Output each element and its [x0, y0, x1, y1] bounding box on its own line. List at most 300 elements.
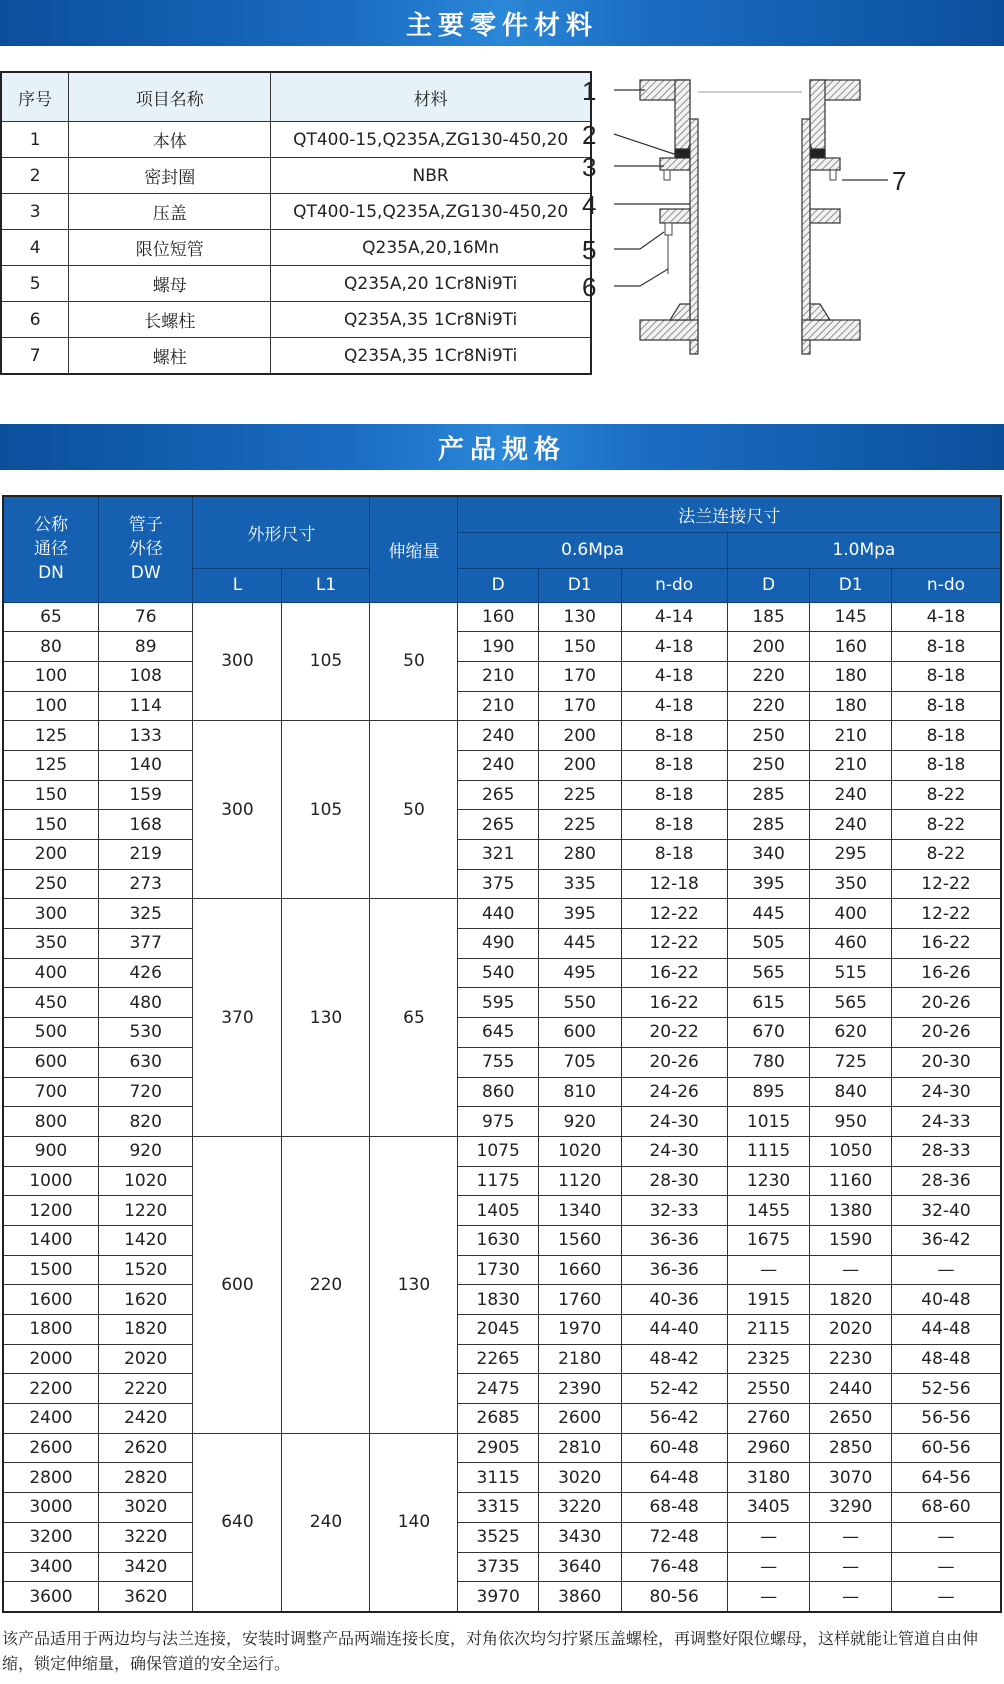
part-material: Q235A,20 1Cr8Ni9Ti — [271, 266, 591, 302]
parts-row — [1, 266, 591, 302]
cell-D1-10: 180 — [810, 691, 892, 721]
cell-D1-10: 1050 — [810, 1136, 892, 1166]
cell-ndo-10: 28-36 — [891, 1166, 1001, 1196]
cell-D1-06: 2810 — [538, 1433, 621, 1463]
cell-D1-06: 1970 — [538, 1315, 621, 1345]
spec-row — [3, 810, 1001, 840]
cell-dw: 2020 — [99, 1344, 193, 1374]
parts-header-no: 序号 — [1, 72, 69, 122]
cell-ndo-06: 76-48 — [621, 1552, 727, 1582]
cell-dw: 1220 — [99, 1196, 193, 1226]
spec-row — [3, 1077, 1001, 1107]
part-no: 3 — [1, 194, 69, 230]
spec-row — [3, 1552, 1001, 1582]
cell-D-10: 250 — [727, 721, 810, 751]
cell-L1: 105 — [282, 602, 370, 721]
cell-D1-06: 200 — [538, 750, 621, 780]
cell-D-10: 2550 — [727, 1374, 810, 1404]
cell-L1: 220 — [282, 1136, 370, 1433]
cell-D1-10: 950 — [810, 1107, 892, 1137]
cell-dw: 133 — [99, 721, 193, 751]
spec-row — [3, 1166, 1001, 1196]
spec-row — [3, 1255, 1001, 1285]
cell-ndo-10: 12-22 — [891, 869, 1001, 899]
cell-dn: 1800 — [3, 1315, 99, 1345]
cell-ndo-10: 20-30 — [891, 1047, 1001, 1077]
diagram-body — [640, 80, 860, 354]
cell-D1-06: 1760 — [538, 1285, 621, 1315]
cell-dn: 350 — [3, 929, 99, 959]
cell-dw: 2220 — [99, 1374, 193, 1404]
cell-D1-06: 1020 — [538, 1136, 621, 1166]
header-pressure-06: 0.6Mpa — [458, 532, 727, 568]
cell-D-10: 1915 — [727, 1285, 810, 1315]
cell-D-10: 2760 — [727, 1404, 810, 1434]
cell-dn: 600 — [3, 1047, 99, 1077]
spec-row — [3, 988, 1001, 1018]
cell-D1-06: 3430 — [538, 1522, 621, 1552]
cell-D-10: — — [727, 1582, 810, 1612]
header-D-06: D — [458, 568, 538, 602]
cell-ndo-06: 80-56 — [621, 1582, 727, 1612]
cell-D-10: 2960 — [727, 1433, 810, 1463]
cell-ndo-10: 56-56 — [891, 1404, 1001, 1434]
header-D1-06: D1 — [538, 568, 621, 602]
cell-D1-10: 400 — [810, 899, 892, 929]
cell-ndo-10: 52-56 — [891, 1374, 1001, 1404]
cell-dn: 1400 — [3, 1225, 99, 1255]
cell-dn: 250 — [3, 869, 99, 899]
cell-dn: 3400 — [3, 1552, 99, 1582]
cell-ndo-10: 60-56 — [891, 1433, 1001, 1463]
spec-row — [3, 1018, 1001, 1048]
cell-ndo-10: 28-33 — [891, 1136, 1001, 1166]
cell-D1-10: 295 — [810, 840, 892, 870]
cell-D1-06: 170 — [538, 661, 621, 691]
cell-ndo-06: 12-22 — [621, 929, 727, 959]
cell-dw: 1820 — [99, 1315, 193, 1345]
cell-dw: 168 — [99, 810, 193, 840]
cell-dn: 100 — [3, 661, 99, 691]
cell-D1-10: 1820 — [810, 1285, 892, 1315]
cell-ndo-10: 8-18 — [891, 691, 1001, 721]
cell-D-10: 1455 — [727, 1196, 810, 1226]
cell-ndo-06: 52-42 — [621, 1374, 727, 1404]
cell-ndo-06: 32-33 — [621, 1196, 727, 1226]
cell-D1-06: 395 — [538, 899, 621, 929]
cell-D-06: 3970 — [458, 1582, 538, 1612]
cell-D-06: 265 — [458, 810, 538, 840]
cell-ndo-10: 36-42 — [891, 1225, 1001, 1255]
parts-row — [1, 194, 591, 230]
cell-stroke: 65 — [370, 899, 458, 1137]
cell-D-06: 160 — [458, 602, 538, 632]
cell-D1-06: 3860 — [538, 1582, 621, 1612]
cell-D-10: 1015 — [727, 1107, 810, 1137]
cell-ndo-06: 24-30 — [621, 1136, 727, 1166]
cell-D1-06: 445 — [538, 929, 621, 959]
cell-D-10: 340 — [727, 840, 810, 870]
cell-D-10: 2325 — [727, 1344, 810, 1374]
cell-dn: 300 — [3, 899, 99, 929]
part-name: 本体 — [69, 122, 271, 158]
cell-dw: 2420 — [99, 1404, 193, 1434]
cell-D1-10: 460 — [810, 929, 892, 959]
cell-dw: 3220 — [99, 1522, 193, 1552]
cell-D-10: 3405 — [727, 1493, 810, 1523]
cell-dw: 219 — [99, 840, 193, 870]
part-name: 限位短管 — [69, 230, 271, 266]
cell-ndo-06: 8-18 — [621, 840, 727, 870]
spec-row — [3, 1493, 1001, 1523]
cell-stroke: 50 — [370, 602, 458, 721]
cell-ndo-10: — — [891, 1582, 1001, 1612]
header-ndo-10: n-do — [891, 568, 1001, 602]
cell-D1-10: 3290 — [810, 1493, 892, 1523]
diagram-label-5: 5 — [582, 235, 597, 265]
cell-ndo-10: 16-26 — [891, 958, 1001, 988]
header-outer-size: 外形尺寸 — [193, 496, 370, 568]
cell-D1-10: 2230 — [810, 1344, 892, 1374]
cell-D-06: 3315 — [458, 1493, 538, 1523]
section-title-materials: 主要零件材料 — [0, 0, 1004, 46]
cell-D-10: 1230 — [727, 1166, 810, 1196]
part-no: 7 — [1, 338, 69, 375]
spec-row — [3, 1315, 1001, 1345]
cell-D-06: 440 — [458, 899, 538, 929]
part-no: 2 — [1, 158, 69, 194]
cell-D-10: — — [727, 1522, 810, 1552]
cell-D1-10: 565 — [810, 988, 892, 1018]
cell-ndo-10: 8-18 — [891, 721, 1001, 751]
spec-row — [3, 1047, 1001, 1077]
cell-D1-06: 130 — [538, 602, 621, 632]
cell-dn: 1000 — [3, 1166, 99, 1196]
cell-dw: 2620 — [99, 1433, 193, 1463]
cell-ndo-06: 8-18 — [621, 810, 727, 840]
spec-row — [3, 840, 1001, 870]
cell-D1-06: 225 — [538, 780, 621, 810]
cell-dw: 820 — [99, 1107, 193, 1137]
cell-ndo-10: 8-22 — [891, 810, 1001, 840]
parts-row — [1, 302, 591, 338]
cell-D-06: 3115 — [458, 1463, 538, 1493]
cell-ndo-10: 20-26 — [891, 988, 1001, 1018]
cell-dw: 89 — [99, 632, 193, 662]
cell-D-10: 670 — [727, 1018, 810, 1048]
cell-ndo-06: 8-18 — [621, 780, 727, 810]
cell-ndo-10: 24-30 — [891, 1077, 1001, 1107]
cell-D-06: 190 — [458, 632, 538, 662]
cell-D-10: 200 — [727, 632, 810, 662]
cell-dw: 2820 — [99, 1463, 193, 1493]
cell-D-06: 2685 — [458, 1404, 538, 1434]
section-title-specs: 产品规格 — [0, 424, 1004, 470]
cell-D-06: 2905 — [458, 1433, 538, 1463]
part-name: 密封圈 — [69, 158, 271, 194]
cell-D1-06: 225 — [538, 810, 621, 840]
header-pressure-10: 1.0Mpa — [727, 532, 1001, 568]
cell-D-10: 1115 — [727, 1136, 810, 1166]
spec-row — [3, 1136, 1001, 1166]
cell-L: 300 — [193, 721, 282, 899]
cell-dn: 3200 — [3, 1522, 99, 1552]
cell-dw: 114 — [99, 691, 193, 721]
cell-ndo-06: 24-26 — [621, 1077, 727, 1107]
diagram-label-4: 4 — [582, 190, 597, 220]
header-D-10: D — [727, 568, 810, 602]
cell-dn: 80 — [3, 632, 99, 662]
cell-D-06: 860 — [458, 1077, 538, 1107]
part-material: Q235A,35 1Cr8Ni9Ti — [271, 338, 591, 375]
cell-D-10: — — [727, 1552, 810, 1582]
cell-dw: 426 — [99, 958, 193, 988]
cell-D1-10: 2440 — [810, 1374, 892, 1404]
cell-D1-06: 1340 — [538, 1196, 621, 1226]
cell-ndo-06: 12-18 — [621, 869, 727, 899]
spec-row — [3, 1463, 1001, 1493]
cell-D-06: 975 — [458, 1107, 538, 1137]
header-L: L — [193, 568, 282, 602]
cell-D1-10: 2850 — [810, 1433, 892, 1463]
cell-ndo-10: 8-22 — [891, 780, 1001, 810]
cell-ndo-06: 20-22 — [621, 1018, 727, 1048]
cell-D-06: 240 — [458, 750, 538, 780]
cell-dw: 159 — [99, 780, 193, 810]
cell-ndo-10: 16-22 — [891, 929, 1001, 959]
cell-L1: 240 — [282, 1433, 370, 1612]
cell-D-10: 3180 — [727, 1463, 810, 1493]
spec-row — [3, 899, 1001, 929]
cell-D1-06: 3640 — [538, 1552, 621, 1582]
cell-D-10: 250 — [727, 750, 810, 780]
cell-D1-06: 810 — [538, 1077, 621, 1107]
parts-row — [1, 158, 591, 194]
cell-D-06: 645 — [458, 1018, 538, 1048]
cell-D1-06: 3020 — [538, 1463, 621, 1493]
cell-dn: 3600 — [3, 1582, 99, 1612]
diagram-label-6: 6 — [582, 272, 597, 302]
cell-D1-10: — — [810, 1522, 892, 1552]
header-dn: 公称 通径 DN — [3, 496, 99, 602]
cell-ndo-10: 68-60 — [891, 1493, 1001, 1523]
cell-ndo-06: 40-36 — [621, 1285, 727, 1315]
cell-dw: 530 — [99, 1018, 193, 1048]
cell-D-06: 595 — [458, 988, 538, 1018]
cell-ndo-06: 48-42 — [621, 1344, 727, 1374]
cell-dn: 125 — [3, 750, 99, 780]
parts-row — [1, 338, 591, 375]
cell-ndo-06: 4-18 — [621, 632, 727, 662]
cell-D1-06: 1120 — [538, 1166, 621, 1196]
diagram-label-1: 1 — [582, 76, 597, 106]
cell-dw: 140 — [99, 750, 193, 780]
cell-D1-06: 920 — [538, 1107, 621, 1137]
part-name: 螺柱 — [69, 338, 271, 375]
cell-ndo-06: 68-48 — [621, 1493, 727, 1523]
spec-row — [3, 1522, 1001, 1552]
cell-D-06: 2045 — [458, 1315, 538, 1345]
cell-ndo-10: 20-26 — [891, 1018, 1001, 1048]
cell-D-06: 1830 — [458, 1285, 538, 1315]
part-material: Q235A,35 1Cr8Ni9Ti — [271, 302, 591, 338]
cell-ndo-06: 4-14 — [621, 602, 727, 632]
cell-dn: 65 — [3, 602, 99, 632]
cell-dn: 2200 — [3, 1374, 99, 1404]
cell-dn: 450 — [3, 988, 99, 1018]
cell-dn: 200 — [3, 840, 99, 870]
cell-D1-10: 2020 — [810, 1315, 892, 1345]
cell-D1-10: 180 — [810, 661, 892, 691]
product-spec-table — [2, 495, 1002, 1613]
cell-dw: 1520 — [99, 1255, 193, 1285]
cell-D1-10: 240 — [810, 780, 892, 810]
spec-row — [3, 929, 1001, 959]
cell-D-06: 540 — [458, 958, 538, 988]
cell-dw: 480 — [99, 988, 193, 1018]
spec-row — [3, 1433, 1001, 1463]
cell-ndo-10: 40-48 — [891, 1285, 1001, 1315]
cell-D1-10: 840 — [810, 1077, 892, 1107]
cell-D1-10: — — [810, 1552, 892, 1582]
part-material: Q235A,20,16Mn — [271, 230, 591, 266]
spec-row — [3, 1225, 1001, 1255]
spec-row — [3, 1404, 1001, 1434]
cell-dn: 3000 — [3, 1493, 99, 1523]
header-ndo-06: n-do — [621, 568, 727, 602]
cell-ndo-06: 16-22 — [621, 988, 727, 1018]
spec-row — [3, 1582, 1001, 1612]
cell-D-06: 1730 — [458, 1255, 538, 1285]
spec-row — [3, 661, 1001, 691]
cell-L: 300 — [193, 602, 282, 721]
cell-ndo-10: 48-48 — [891, 1344, 1001, 1374]
cell-D1-06: 200 — [538, 721, 621, 751]
cell-L: 600 — [193, 1136, 282, 1433]
cell-ndo-06: 36-36 — [621, 1255, 727, 1285]
cell-dn: 150 — [3, 780, 99, 810]
diagram-label-7: 7 — [892, 166, 907, 196]
cell-D-06: 2265 — [458, 1344, 538, 1374]
cell-ndo-10: 44-48 — [891, 1315, 1001, 1345]
parts-row — [1, 230, 591, 266]
cell-D-06: 240 — [458, 721, 538, 751]
cell-D-10: 220 — [727, 691, 810, 721]
cell-dw: 273 — [99, 869, 193, 899]
spec-row — [3, 1285, 1001, 1315]
cell-D-06: 1075 — [458, 1136, 538, 1166]
cell-L1: 105 — [282, 721, 370, 899]
cell-ndo-06: 4-18 — [621, 691, 727, 721]
cell-ndo-06: 24-30 — [621, 1107, 727, 1137]
cell-dn: 2600 — [3, 1433, 99, 1463]
cell-D-10: 185 — [727, 602, 810, 632]
cell-dn: 2000 — [3, 1344, 99, 1374]
cell-D-10: 1675 — [727, 1225, 810, 1255]
cell-dn: 150 — [3, 810, 99, 840]
cell-dn: 125 — [3, 721, 99, 751]
cell-D1-06: 3220 — [538, 1493, 621, 1523]
header-dw: 管子 外径 DW — [99, 496, 193, 602]
part-material: QT400-15,Q235A,ZG130-450,20 — [271, 194, 591, 230]
diagram-label-2: 2 — [582, 120, 597, 150]
part-name: 压盖 — [69, 194, 271, 230]
compensator-section-diagram — [582, 74, 1004, 374]
cell-D1-10: 240 — [810, 810, 892, 840]
cell-D-10: 895 — [727, 1077, 810, 1107]
cell-D-10: 285 — [727, 810, 810, 840]
cell-dn: 2400 — [3, 1404, 99, 1434]
cell-dn: 900 — [3, 1136, 99, 1166]
cell-D1-10: 515 — [810, 958, 892, 988]
cell-ndo-10: 8-22 — [891, 840, 1001, 870]
cell-dw: 108 — [99, 661, 193, 691]
cell-dw: 720 — [99, 1077, 193, 1107]
cell-ndo-06: 60-48 — [621, 1433, 727, 1463]
cell-dw: 630 — [99, 1047, 193, 1077]
part-name: 螺母 — [69, 266, 271, 302]
header-stroke: 伸缩量 — [370, 496, 458, 602]
cell-D1-06: 1660 — [538, 1255, 621, 1285]
cell-D-10: 2115 — [727, 1315, 810, 1345]
spec-row — [3, 1107, 1001, 1137]
spec-row — [3, 1374, 1001, 1404]
cell-D1-10: 210 — [810, 750, 892, 780]
part-no: 1 — [1, 122, 69, 158]
part-material: NBR — [271, 158, 591, 194]
cell-D1-10: 1380 — [810, 1196, 892, 1226]
cell-D1-10: — — [810, 1582, 892, 1612]
spec-row — [3, 780, 1001, 810]
cell-D-06: 375 — [458, 869, 538, 899]
cell-ndo-10: 32-40 — [891, 1196, 1001, 1226]
cell-L: 370 — [193, 899, 282, 1137]
cell-ndo-06: 28-30 — [621, 1166, 727, 1196]
cell-dn: 500 — [3, 1018, 99, 1048]
cell-ndo-06: 64-48 — [621, 1463, 727, 1493]
parts-header-material: 材料 — [271, 72, 591, 122]
cell-D-10: 285 — [727, 780, 810, 810]
cell-D1-10: 1590 — [810, 1225, 892, 1255]
cell-D-06: 755 — [458, 1047, 538, 1077]
spec-row — [3, 1196, 1001, 1226]
spec-row — [3, 750, 1001, 780]
cell-D1-10: 350 — [810, 869, 892, 899]
cell-dw: 325 — [99, 899, 193, 929]
cell-dw: 3620 — [99, 1582, 193, 1612]
cell-dn: 1600 — [3, 1285, 99, 1315]
cell-stroke: 50 — [370, 721, 458, 899]
cell-dw: 3020 — [99, 1493, 193, 1523]
cell-D-10: — — [727, 1255, 810, 1285]
cell-ndo-06: 16-22 — [621, 958, 727, 988]
cell-ndo-10: 64-56 — [891, 1463, 1001, 1493]
cell-ndo-10: — — [891, 1552, 1001, 1582]
cell-D-06: 1175 — [458, 1166, 538, 1196]
cell-ndo-06: 4-18 — [621, 661, 727, 691]
cell-dw: 1620 — [99, 1285, 193, 1315]
spec-row — [3, 958, 1001, 988]
cell-dw: 377 — [99, 929, 193, 959]
cell-D-10: 780 — [727, 1047, 810, 1077]
cell-dw: 3420 — [99, 1552, 193, 1582]
cell-D1-06: 2180 — [538, 1344, 621, 1374]
cell-D-06: 321 — [458, 840, 538, 870]
cell-D-06: 210 — [458, 661, 538, 691]
header-D1-10: D1 — [810, 568, 892, 602]
cell-ndo-10: — — [891, 1522, 1001, 1552]
cell-ndo-06: 20-26 — [621, 1047, 727, 1077]
